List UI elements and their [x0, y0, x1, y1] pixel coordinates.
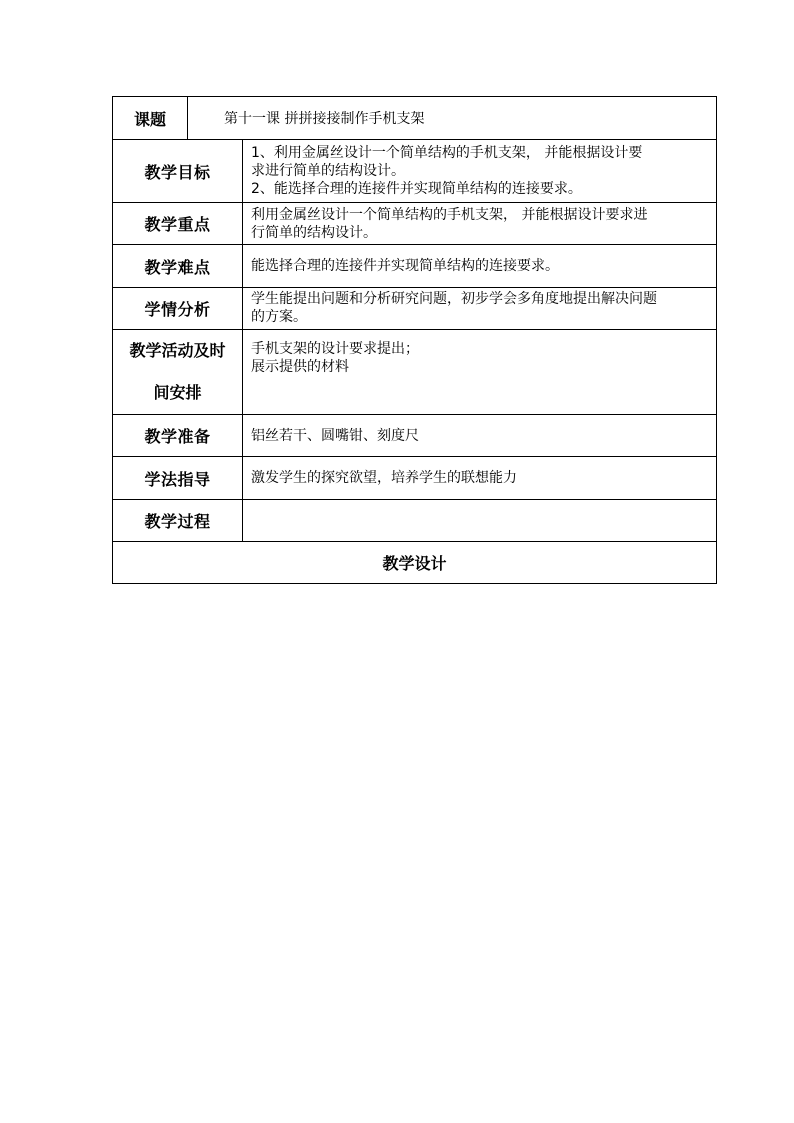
preparation-row — [113, 415, 717, 457]
activities-label-line-1: 教学活动及时 — [129, 341, 226, 360]
key-points-label: 教学重点 — [113, 203, 243, 245]
title-label: 课题 — [113, 97, 188, 140]
method-line-1: 激发学生的探究欲望，培养学生的联想能力 — [251, 470, 517, 486]
objectives-row — [113, 140, 717, 203]
preparation-line-1: 铝丝若干、圆嘴钳、刻度尺 — [251, 427, 419, 444]
key-points-line-2: 行简单的结构设计。 — [251, 224, 377, 241]
title-value: 第十一课 拼拼接接制作手机支架 — [188, 97, 717, 140]
objectives-line-1: 1、利用金属丝设计一个简单结构的手机支架， 并能根据设计要 — [251, 145, 643, 161]
process-row — [113, 500, 717, 542]
key-points-row — [113, 203, 717, 245]
analysis-row — [113, 288, 717, 330]
method-content — [243, 457, 717, 500]
analysis-label: 学情分析 — [113, 288, 243, 330]
key-points-content — [243, 203, 717, 245]
analysis-line-2: 的方案。 — [251, 309, 307, 325]
lesson-plan-table — [112, 96, 717, 584]
teaching-design-heading: 教学设计 — [113, 542, 717, 584]
activities-label-line-2: 间安排 — [153, 383, 202, 402]
activities-line-2: 展示提供的材料 — [251, 359, 349, 375]
activities-content — [243, 330, 717, 415]
difficulties-row — [113, 245, 717, 288]
footer-row — [113, 542, 717, 584]
difficulties-content — [243, 245, 717, 288]
objectives-content — [243, 140, 717, 203]
preparation-content — [243, 415, 717, 457]
preparation-label: 教学准备 — [113, 415, 243, 457]
objectives-label: 教学目标 — [113, 140, 243, 203]
objectives-line-2: 求进行简单的结构设计。 — [251, 163, 405, 179]
analysis-line-1: 学生能提出问题和分析研究问题，初步学会多角度地提出解决问题 — [251, 291, 657, 307]
key-points-line-1: 利用金属丝设计一个简单结构的手机支架， 并能根据设计要求进 — [251, 206, 648, 223]
title-row — [113, 97, 717, 140]
activities-line-1: 手机支架的设计要求提出； — [251, 341, 419, 357]
difficulties-line-1: 能选择合理的连接件并实现简单结构的连接要求。 — [251, 258, 559, 274]
method-label: 学法指导 — [113, 457, 243, 500]
process-label: 教学过程 — [113, 500, 243, 542]
activities-label — [113, 330, 243, 415]
activities-row — [113, 330, 717, 415]
method-row — [113, 457, 717, 500]
difficulties-label: 教学难点 — [113, 245, 243, 288]
process-content — [243, 500, 717, 542]
objectives-line-3: 2、能选择合理的连接件并实现简单结构的连接要求。 — [251, 181, 582, 197]
analysis-content — [243, 288, 717, 330]
